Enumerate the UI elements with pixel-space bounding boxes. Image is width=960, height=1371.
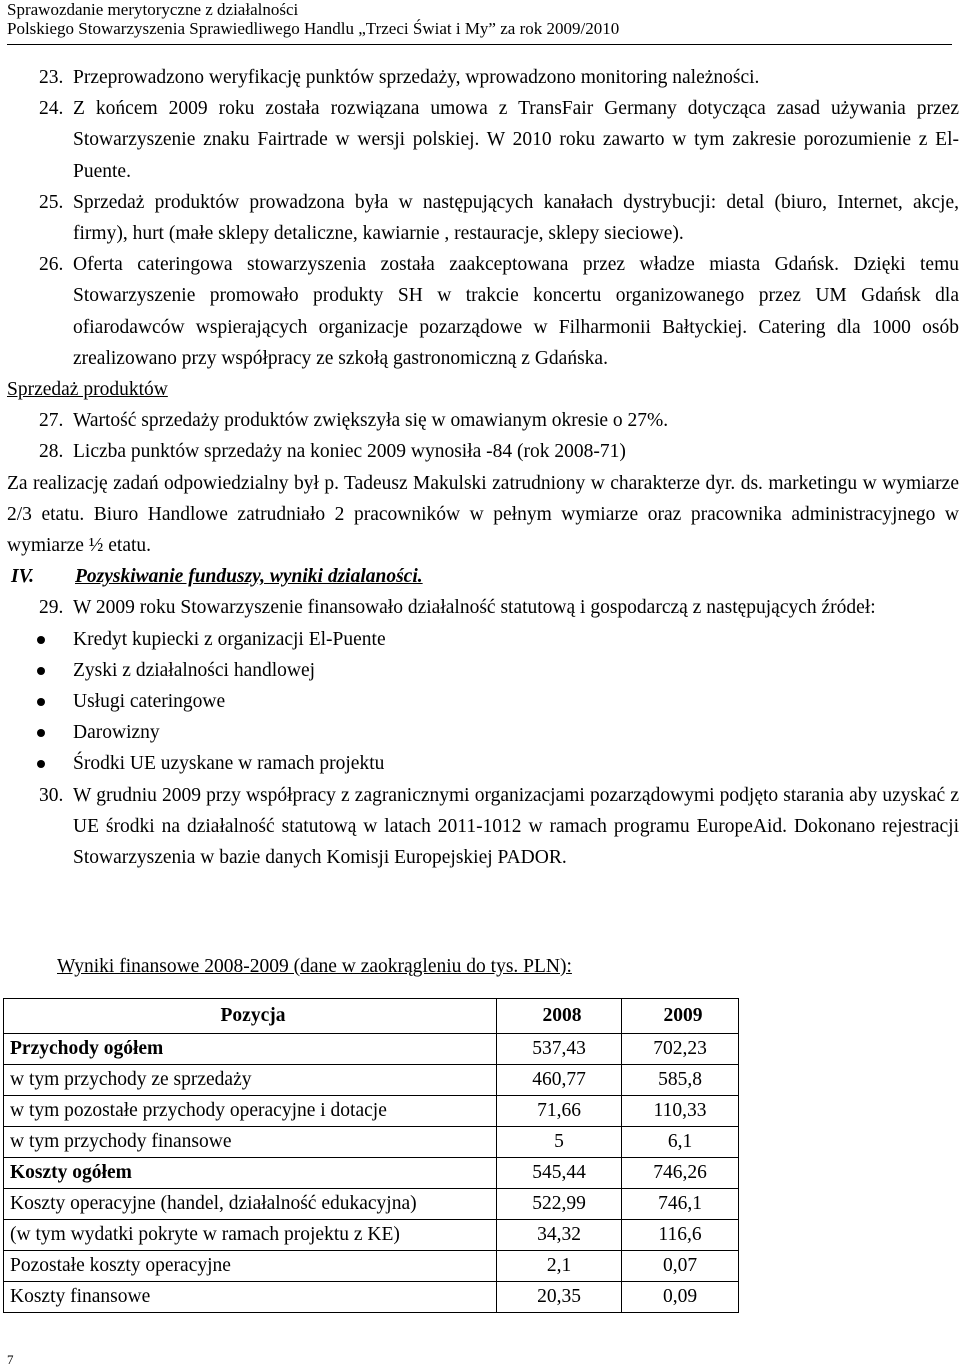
- bullet-text: Kredyt kupiecki z organizacji El-Puente: [73, 628, 386, 650]
- value-2009: 116,6: [622, 1220, 739, 1251]
- bullet-text: Darowizny: [73, 722, 160, 744]
- row-label: Pozostałe koszty operacyjne: [4, 1251, 497, 1282]
- list-item: [7, 592, 959, 623]
- header-divider: [7, 44, 952, 45]
- value-2009: 585,8: [622, 1065, 739, 1096]
- bullet-icon: [37, 729, 45, 737]
- value-2008: 5: [497, 1127, 622, 1158]
- bullet-item: [7, 655, 959, 686]
- bullet-item: [7, 717, 959, 748]
- value-2009: 746,1: [622, 1189, 739, 1220]
- column-header: Pozycja: [4, 999, 497, 1034]
- row-label: w tym pozostałe przychody operacyjne i dotacje: [4, 1096, 497, 1127]
- row-label: (w tym wydatki pokryte w ramach projektu z KE): [4, 1220, 497, 1251]
- value-2008: 545,44: [497, 1158, 622, 1189]
- value-2009: 702,23: [622, 1034, 739, 1065]
- list-item: [7, 93, 959, 187]
- item-text: Wartość sprzedaży produktów zwiększyła się w omawianym okresie o 27%.: [73, 410, 669, 432]
- list-item: [7, 62, 959, 93]
- item-number: 26.: [39, 254, 64, 276]
- column-header: 2008: [497, 999, 622, 1034]
- item-number: 27.: [39, 410, 64, 432]
- financial-results-table: [3, 998, 739, 1313]
- value-2009: 6,1: [622, 1127, 739, 1158]
- section-number: IV.: [11, 566, 34, 588]
- item-number: 29.: [39, 597, 64, 619]
- list-item: [7, 405, 959, 436]
- value-2008: 34,32: [497, 1220, 622, 1251]
- row-label: Koszty finansowe: [4, 1282, 497, 1313]
- row-label: w tym przychody finansowe: [4, 1127, 497, 1158]
- item-number: 24.: [39, 98, 64, 120]
- table-row: [4, 1034, 739, 1065]
- value-2008: 20,35: [497, 1282, 622, 1313]
- value-2009: 0,07: [622, 1251, 739, 1282]
- bullet-item: [7, 624, 959, 655]
- bullet-icon: [37, 760, 45, 768]
- item-text: Oferta cateringowa stowarzyszenia została zaakceptowana przez władze miasta Gdańsk. Dzięki temu Stowarzyszenie promowało produkty SH w trakcie koncertu organizowanego przez UM Gdańsk dla ofiarodawców wspierających organizacje pozarządowe w Filharmonii Bałtyckiej. Catering dla 1000 osób zrealizowano przy współpracy ze szkołą gastronomiczną z Gdańska.: [73, 254, 959, 369]
- table-row: [4, 1158, 739, 1189]
- list-item: [7, 187, 959, 249]
- bullet-text: Środki UE uzyskane w ramach projektu: [73, 753, 385, 775]
- row-label: Koszty ogółem: [4, 1158, 497, 1189]
- item-text: W grudniu 2009 przy współpracy z zagranicznymi organizacjami pozarządowymi podjęto starania aby uzyskać z UE środki na działalność statutową w latach 2011-1012 w ramach programu EuropeAid. Dokonano rejestracji Stowarzyszenia w bazie danych Komisji Europejskiej PADOR.: [73, 784, 959, 869]
- value-2008: 522,99: [497, 1189, 622, 1220]
- header-organization: Polskiego Stowarzyszenia Sprawiedliwego Handlu „Trzeci Świat i My” za rok 2009/2010: [7, 19, 620, 38]
- table-row: [4, 1251, 739, 1282]
- value-2008: 71,66: [497, 1096, 622, 1127]
- column-header: 2009: [622, 999, 739, 1034]
- bullet-item: [7, 748, 959, 779]
- sales-heading: Sprzedaż produktów: [7, 379, 168, 401]
- row-label: Przychody ogółem: [4, 1034, 497, 1065]
- value-2008: 2,1: [497, 1251, 622, 1282]
- value-2008: 460,77: [497, 1065, 622, 1096]
- value-2009: 110,33: [622, 1096, 739, 1127]
- list-item: [7, 780, 959, 874]
- section-title: Pozyskiwanie funduszy, wyniki dzialaności.: [75, 566, 423, 588]
- bullet-icon: [37, 636, 45, 644]
- table-row: [4, 1065, 739, 1096]
- section-heading: [7, 561, 959, 592]
- table-caption: Wyniki finansowe 2008-2009 (dane w zaokrągleniu do tys. PLN):: [57, 956, 572, 977]
- table-row: [4, 1282, 739, 1313]
- header-report-title: Sprawozdanie merytoryczne z działalności: [7, 0, 299, 19]
- bullet-item: [7, 686, 959, 717]
- page-header: [7, 0, 947, 38]
- item-text: Liczba punktów sprzedaży na koniec 2009 wynosiła -84 (rok 2008-71): [73, 441, 626, 463]
- row-label: w tym przychody ze sprzedaży: [4, 1065, 497, 1096]
- value-2009: 746,26: [622, 1158, 739, 1189]
- item-number: 30.: [39, 784, 64, 806]
- table-row: [4, 1127, 739, 1158]
- table-row: [4, 1220, 739, 1251]
- staff-paragraph: Za realizację zadań odpowiedzialny był p. Tadeusz Makulski zatrudniony w charakterze dyr. ds. marketingu w wymiarze 2/3 etatu. Biuro Handlowe zatrudniało 2 pracowników w pełnym wymiarze oraz pracownika administracyjnego w wymiarze ½ etatu.: [7, 472, 959, 557]
- document-body: [7, 62, 959, 873]
- value-2009: 0,09: [622, 1282, 739, 1313]
- item-text: Przeprowadzono weryfikację punktów sprzedaży, wprowadzono monitoring należności.: [73, 67, 760, 88]
- bullet-text: Zyski z działalności handlowej: [73, 659, 316, 681]
- table-row: [4, 1189, 739, 1220]
- bullet-icon: [37, 698, 45, 706]
- table-row: [4, 1096, 739, 1127]
- item-number: 28.: [39, 441, 64, 463]
- list-item: [7, 249, 959, 374]
- item-number: 23.: [39, 67, 64, 88]
- value-2008: 537,43: [497, 1034, 622, 1065]
- list-item: [7, 436, 959, 467]
- item-number: 25.: [39, 191, 64, 213]
- item-text: Z końcem 2009 roku została rozwiązana umowa z TransFair Germany dotycząca zasad używania przez Stowarzyszenie znaku Fairtrade w wersji polskiej. W 2010 roku zawarto w tym zakresie porozumienie z El-Puente.: [73, 98, 959, 182]
- table-header-row: [4, 999, 739, 1034]
- bullet-icon: [37, 667, 45, 675]
- item-text: Sprzedaż produktów prowadzona była w następujących kanałach dystrybucji: detal (biuro, Internet, akcje, firmy), hurt (małe sklepy detaliczne, kawiarnie , restauracje, sklepy sieciowe).: [73, 191, 959, 245]
- funding-sources-list: [7, 624, 959, 780]
- item-text: W 2009 roku Stowarzyszenie finansowało działalność statutową i gospodarczą z następujących źródeł:: [73, 597, 876, 619]
- page-number: 7: [7, 1352, 14, 1367]
- bullet-text: Usługi cateringowe: [73, 691, 226, 713]
- row-label: Koszty operacyjne (handel, działalność edukacyjna): [4, 1189, 497, 1220]
